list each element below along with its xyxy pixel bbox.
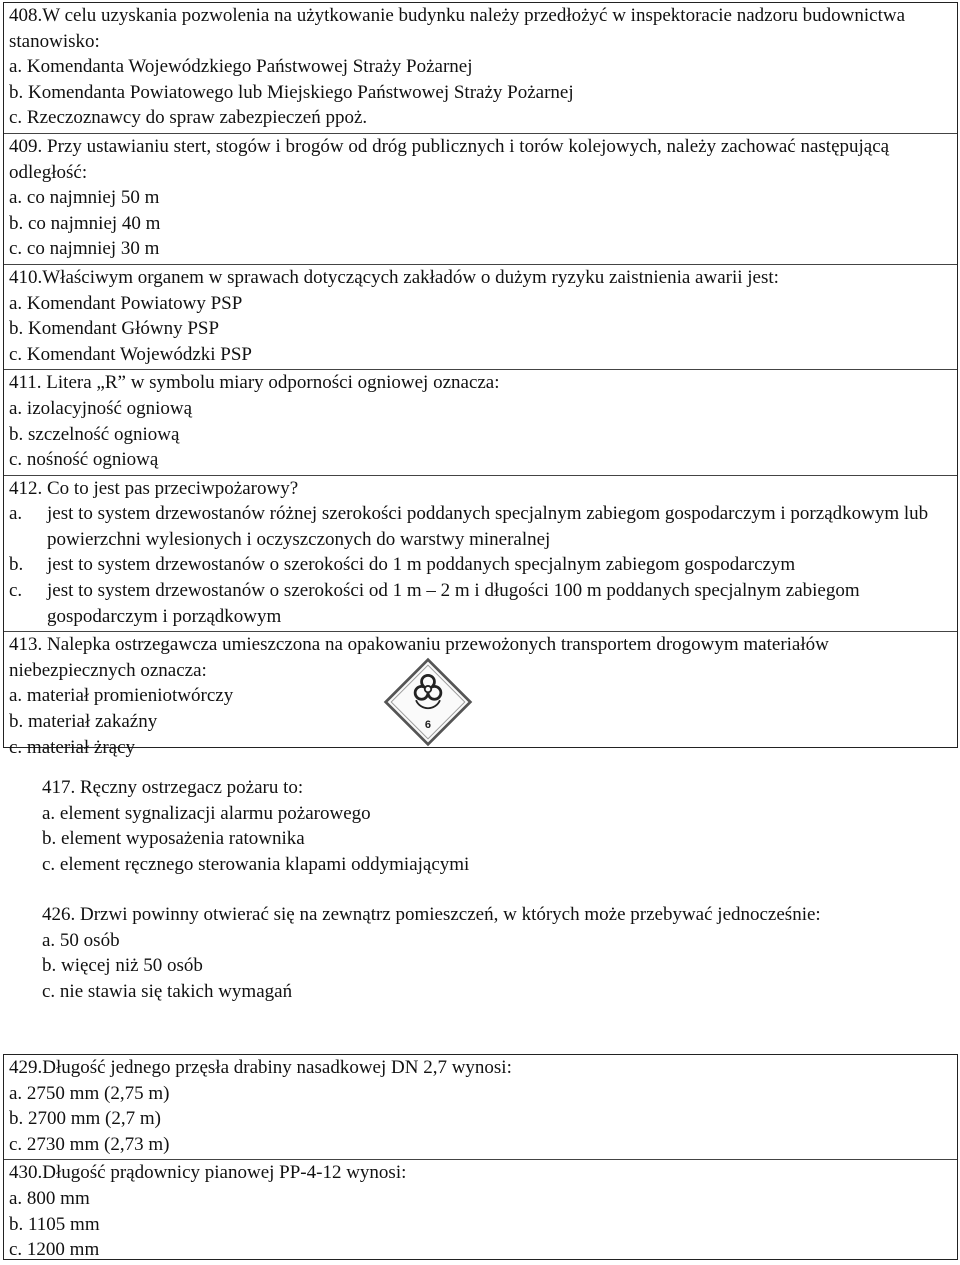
answer-text: jest to system drzewostanów o szerokości do 1 m poddanych specjalnym zabiegom gospodarczym [47,554,796,576]
answer-a: a. materiał promieniotwórczy [9,685,234,707]
question-text: 413. Nalepka ostrzegawcza umieszczona na opakowaniu przewożonych transportem drogowym materiałów niebezpiecznych oznacza: [9,634,829,681]
answer-b [9,552,957,578]
question-430 [4,1160,957,1264]
answer-text: jest to system drzewostanów o szerokości od 1 m – 2 m i długości 100 m poddanych specjalnym zabiegom gospodarczym i porządkowym [47,580,860,627]
question-426 [42,902,842,1004]
question-text: 411. Litera „R” w symbolu miary odporności ogniowej oznacza: [9,372,500,394]
answer-b: b. co najmniej 40 m [9,212,161,234]
answer-c: c. element ręcznego sterowania klapami oddymiającymi [42,853,470,875]
answer-c [9,578,957,629]
answer-b: b. więcej niż 50 osób [42,955,203,977]
answer-c: c. nie stawia się takich wymagań [42,980,293,1002]
answer-a: a. 50 osób [42,929,120,951]
answer-c: c. Rzeczoznawcy do spraw zabezpieczeń ppoż. [9,107,368,129]
question-text: 429.Długość jednego przęsła drabiny nasadkowej DN 2,7 wynosi: [9,1057,512,1078]
answer-c: c. 1200 mm [9,1239,100,1261]
question-text: 417. Ręczny ostrzegacz pożaru to: [42,777,304,798]
answer-a [9,501,957,552]
answer-a: a. element sygnalizacji alarmu pożarowego [42,802,371,824]
question-410 [4,265,957,370]
answer-a: a. izolacyjność ogniową [9,397,193,419]
question-text: 426. Drzwi powinny otwierać się na zewnątrz pomieszczeń, w których może przebywać jednocześnie: [42,904,821,925]
answer-a: a. Komendanta Wojewódzkiego Państwowej Straży Pożarnej [9,56,473,78]
answer-b: b. 1105 mm [9,1213,100,1235]
answer-c: c. 2730 mm (2,73 m) [9,1133,170,1155]
answer-text: jest to system drzewostanów różnej szerokości poddanych specjalnym zabiegom gospodarczym i porządkowym lub powierzchni wylesionych i oczyszczonych do warstwy mineralnej [47,503,929,550]
answer-c: c. co najmniej 30 m [9,238,160,260]
answer-label: b. [9,554,24,576]
question-413 [4,632,957,762]
question-408 [4,3,957,134]
answer-b: b. Komendant Główny PSP [9,318,220,340]
answer-a: a. Komendant Powiatowy PSP [9,292,243,314]
questions-box-408-413 [3,2,958,758]
question-429 [4,1055,957,1160]
question-text: 430.Długość prądownicy pianowej PP-4-12 wynosi: [9,1162,407,1184]
answer-c: c. nośność ogniową [9,449,159,471]
questions-box-429-430 [3,1054,958,1260]
question-text: 412. Co to jest pas przeciwpożarowy? [9,477,299,499]
hazard-class-number: 6 [424,719,432,732]
question-text: 409. Przy ustawianiu stert, stogów i brogów od dróg publicznych i torów kolejowych, należy zachować następującą odległość: [9,135,890,183]
answer-b: b. element wyposażenia ratownika [42,828,305,850]
answer-a: a. 2750 mm (2,75 m) [9,1082,170,1104]
biohazard-label-icon [382,656,474,748]
question-text: 410.Właściwym organem w sprawach dotyczących zakładów o dużym ryzyku zaistnienia awarii jest: [9,266,779,288]
answer-c: c. materiał żrący [9,736,136,758]
question-417 [42,775,942,877]
answer-b: b. Komendanta Powiatowego lub Miejskiego Państwowej Straży Pożarnej [9,81,574,103]
answer-b: b. szczelność ogniową [9,423,180,445]
question-411 [4,370,957,475]
question-409 [4,134,957,265]
answer-label: c. [9,580,23,602]
question-text: 408.W celu uzyskania pozwolenia na użytkowanie budynku należy przedłożyć w inspektoracie nadzoru budownictwa stanowisko: [9,5,906,52]
answer-label: a. [9,503,23,525]
answer-c: c. Komendant Wojewódzki PSP [9,343,252,365]
question-412 [4,476,957,633]
answer-a: a. 800 mm [9,1187,90,1209]
answer-a: a. co najmniej 50 m [9,187,160,209]
answer-b: b. 2700 mm (2,7 m) [9,1108,161,1130]
answer-b: b. materiał zakaźny [9,711,158,733]
